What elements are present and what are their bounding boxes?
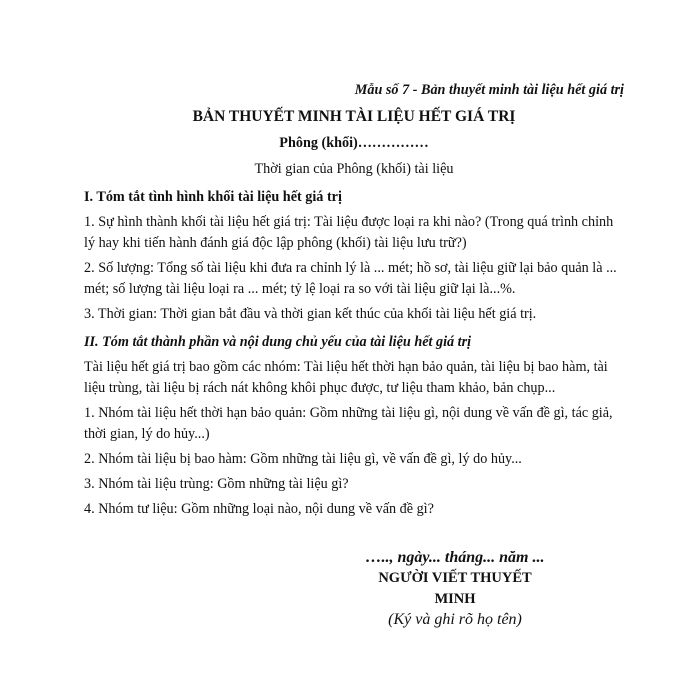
section-1-item-3: 3. Thời gian: Thời gian bắt đầu và thời gian kết thúc của khối tài liệu hết giá trị. [84,306,537,322]
signature-date-line: ….., ngày... tháng... năm ... [365,549,545,566]
document-period: Thời gian của Phông (khối) tài liệu [254,161,454,177]
section-2-item-4: 4. Nhóm tư liệu: Gồm những loại nào, nội dung về vấn đề gì? [84,501,434,517]
document-page [84,80,624,520]
section-1-heading: I. Tóm tắt tình hình khối tài liệu hết giá trị [84,189,342,205]
section-2-item-2: 2. Nhóm tài liệu bị bao hàm: Gồm những tài liệu gì, về vấn đề gì, lý do hủy... [84,451,522,467]
section-2-item-1: 1. Nhóm tài liệu hết thời hạn bảo quản: Gồm những tài liệu gì, nội dung về vấn đề gì, tác giả, thời gian, lý do hủy...) [84,405,613,442]
section-2-item-3: 3. Nhóm tài liệu trùng: Gồm những tài liệu gì? [84,476,349,492]
section-2-heading: II. Tóm tắt thành phần và nội dung chủ yếu của tài liệu hết giá trị [84,334,472,350]
section-2-intro: Tài liệu hết giá trị bao gồm các nhóm: Tài liệu hết thời hạn bảo quản, tài liệu bị bao hàm, tài liệu trùng, tài liệu bị rách nát không khôi phục được, tư liệu tham khảo, bản chụp... [84,359,608,396]
signature-title: NGƯỜI VIẾT THUYẾT MINH [378,570,532,607]
document-title: BẢN THUYẾT MINH TÀI LIỆU HẾT GIÁ TRỊ [192,108,516,125]
signature-block [360,548,550,630]
signature-note: (Ký và ghi rõ họ tên) [388,611,522,628]
section-1-item-1: 1. Sự hình thành khối tài liệu hết giá trị: Tài liệu được loại ra khi nào? (Trong quá trình chỉnh lý hay khi tiến hành đánh giá độc lập phông (khối) tài liệu lưu trữ?) [84,214,614,251]
document-subtitle: Phông (khối)…………… [279,135,429,151]
form-code: Mẫu số 7 - Bản thuyết minh tài liệu hết giá trị [354,82,624,98]
section-1-item-2: 2. Số lượng: Tổng số tài liệu khi đưa ra chỉnh lý là ... mét; hồ sơ, tài liệu giữ lại bảo quản là ... mét; số lượng tài liệu loại ra ... mét; tỷ lệ loại ra so với tài liệu giữ lại là...%. [84,260,617,297]
